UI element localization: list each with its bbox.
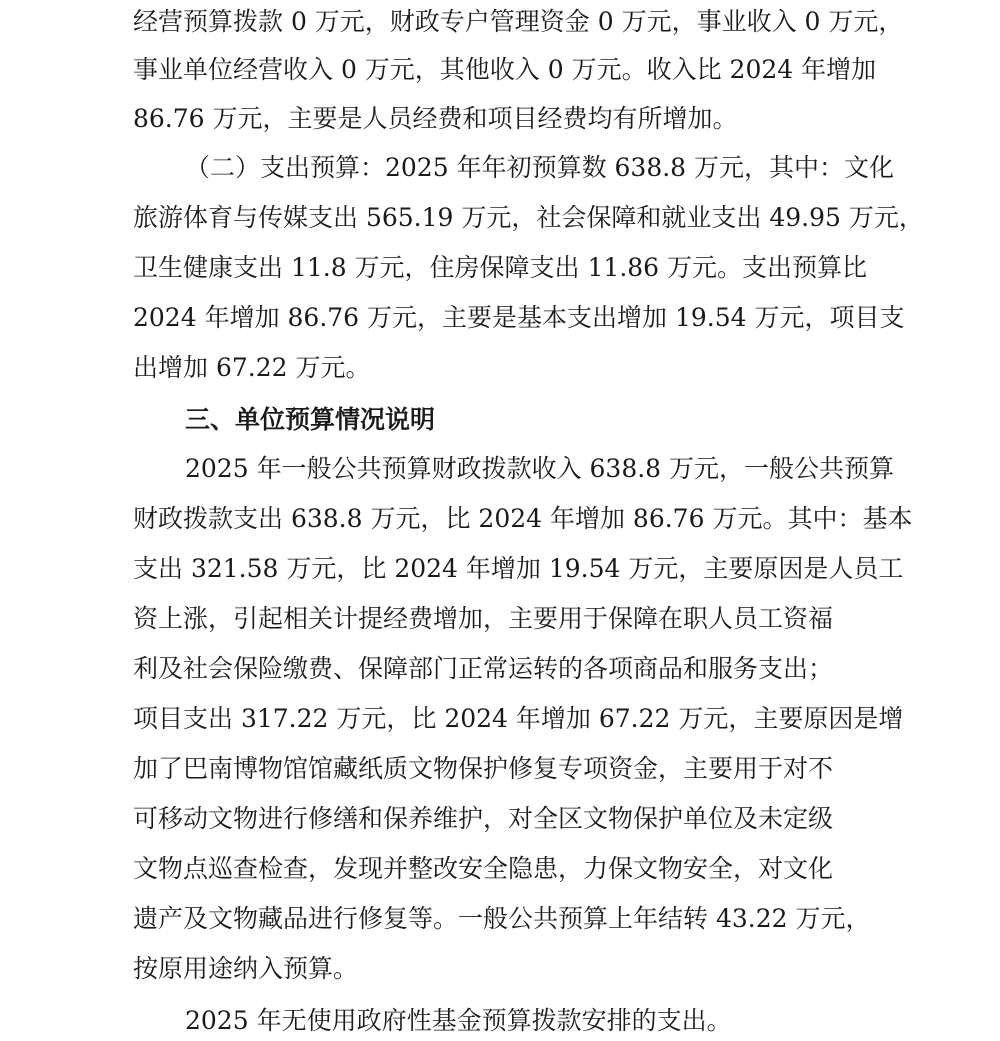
text-line: 遗产及文物藏品进行修复等。一般公共预算上年结转 43.22 万元， — [133, 904, 871, 933]
text-line: 财政拨款支出 638.8 万元，比 2024 年增加 86.76 万元。其中：基本 — [133, 504, 913, 533]
text-line: 旅游体育与传媒支出 565.19 万元，社会保障和就业支出 49.95 万元， — [133, 203, 924, 232]
paragraph-start-line: 2025 年无使用政府性基金预算拨款安排的支出。 — [185, 1006, 732, 1035]
text-line: 2024 年增加 86.76 万元，主要是基本支出增加 19.54 万元，项目支 — [133, 303, 905, 332]
text-line: 项目支出 317.22 万元，比 2024 年增加 67.22 万元，主要原因是增 — [133, 704, 904, 733]
section-heading: 三、单位预算情况说明 — [185, 405, 436, 434]
text-line: 86.76 万元，主要是人员经费和项目经费均有所增加。 — [133, 104, 738, 133]
text-line: 利及社会保险缴费、保障部门正常运转的各项商品和服务支出； — [133, 654, 834, 683]
paragraph-start-line: （二）支出预算：2025 年年初预算数 638.8 万元，其中：文化 — [185, 153, 895, 182]
text-line: 可移动文物进行修缮和保养维护，对全区文物保护单位及未定级 — [133, 804, 834, 833]
text-line: 经营预算拨款 0 万元，财政专户管理资金 0 万元，事业收入 0 万元， — [133, 7, 904, 36]
text-line: 卫生健康支出 11.8 万元，住房保障支出 11.86 万元。支出预算比 — [133, 253, 868, 282]
text-line: 支出 321.58 万元，比 2024 年增加 19.54 万元，主要原因是人员工 — [133, 554, 904, 583]
text-line: 文物点巡查检查，发现并整改安全隐患，力保文物安全，对文化 — [133, 854, 834, 883]
text-line: 出增加 67.22 万元。 — [133, 353, 371, 382]
paragraph-start-line: 2025 年一般公共预算财政拨款收入 638.8 万元，一般公共预算 — [185, 454, 895, 483]
text-line: 事业单位经营收入 0 万元，其他收入 0 万元。收入比 2024 年增加 — [133, 55, 877, 84]
text-line: 按原用途纳入预算。 — [133, 954, 359, 983]
text-line: 资上涨，引起相关计提经费增加，主要用于保障在职人员工资福 — [133, 604, 834, 633]
text-line: 加了巴南博物馆馆藏纸质文物保护修复专项资金，主要用于对不 — [133, 754, 834, 783]
